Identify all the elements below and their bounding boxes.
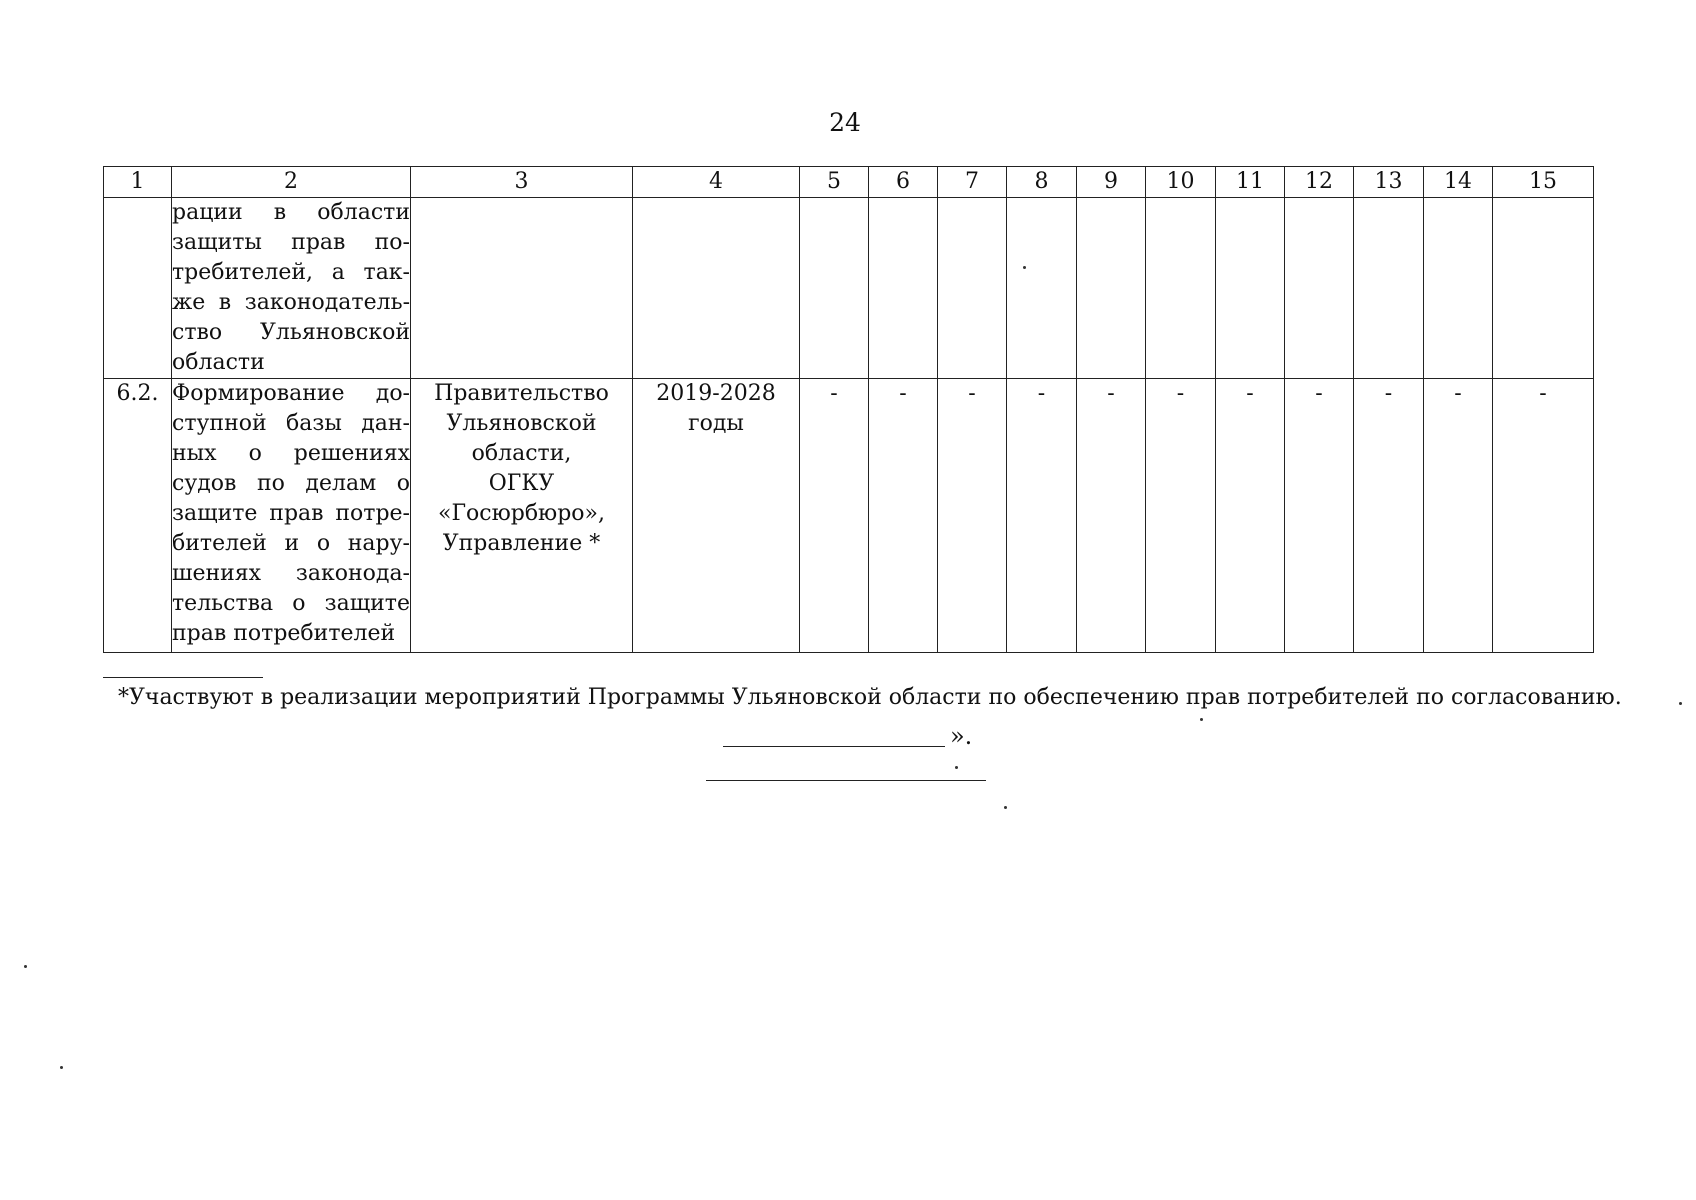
closing-rule-lower: [706, 780, 986, 781]
value-cell: [869, 198, 938, 379]
description-line: ство Ульяновской: [172, 320, 410, 345]
table-row: [104, 379, 1594, 653]
value-cell: -: [938, 379, 1007, 653]
description-line: Формирование до-: [172, 381, 410, 406]
scan-speck: [1004, 806, 1007, 809]
page-number: 24: [829, 108, 861, 137]
description-line: области: [172, 350, 265, 375]
program-table: [103, 166, 1594, 653]
column-header: 10: [1146, 167, 1216, 198]
scan-speck: [24, 965, 27, 968]
scan-speck: [60, 1066, 63, 1069]
value-cell: [800, 198, 869, 379]
footnote-text: *Участвуют в реализации мероприятий Программы Ульяновской области по обеспечению прав потребителей по согласованию.: [118, 685, 1622, 710]
row-number: 6.2.: [104, 379, 172, 653]
executor-line: Ульяновской: [446, 411, 597, 436]
measure-description: [172, 198, 411, 379]
description-line: ных о решениях: [172, 441, 410, 466]
scan-speck: [1023, 266, 1026, 269]
value-cell: [1216, 198, 1285, 379]
value-cell: -: [1285, 379, 1354, 653]
description-line: защите прав потре-: [172, 501, 410, 526]
description-line: судов по делам о: [172, 471, 410, 496]
table-header-row: [104, 167, 1594, 198]
value-cell: [1493, 198, 1594, 379]
description-line: ступной базы дан-: [172, 411, 410, 436]
footnote-separator: [103, 677, 263, 678]
description-line: шениях законода-: [172, 561, 410, 586]
value-cell: -: [1493, 379, 1594, 653]
executor-line: области,: [471, 441, 572, 466]
column-header: 13: [1354, 167, 1424, 198]
value-cell: [1424, 198, 1493, 379]
column-header: 3: [411, 167, 633, 198]
value-cell: -: [1354, 379, 1424, 653]
period-cell: [633, 198, 800, 379]
executor-cell: [411, 198, 633, 379]
column-header: 6: [869, 167, 938, 198]
closing-quote: ».: [950, 722, 973, 750]
period-line: 2019-2028: [656, 381, 776, 406]
description-line: тельства о защите: [172, 591, 410, 616]
executor-line: «Госюрбюро»,: [437, 501, 605, 526]
executor-line: Правительство: [434, 381, 609, 406]
description-line: защиты прав по-: [172, 230, 410, 255]
value-cell: [938, 198, 1007, 379]
description-line: прав потребителей: [172, 621, 396, 646]
column-header: 9: [1077, 167, 1146, 198]
value-cell: [1354, 198, 1424, 379]
column-header: 7: [938, 167, 1007, 198]
column-header: 14: [1424, 167, 1493, 198]
column-header: 8: [1007, 167, 1077, 198]
value-cell: -: [1424, 379, 1493, 653]
scan-speck: [1200, 718, 1203, 721]
description-line: же в законодатель-: [172, 290, 410, 315]
description-line: требителей, а так-: [172, 260, 410, 285]
value-cell: -: [1077, 379, 1146, 653]
executor-line: Управление *: [442, 531, 601, 556]
value-cell: [1077, 198, 1146, 379]
value-cell: -: [1146, 379, 1216, 653]
value-cell: -: [869, 379, 938, 653]
value-cell: [1146, 198, 1216, 379]
scan-speck: [1679, 702, 1682, 705]
table-row: [104, 198, 1594, 379]
value-cell: [1007, 198, 1077, 379]
column-header: 2: [172, 167, 411, 198]
value-cell: [1285, 198, 1354, 379]
column-header: 5: [800, 167, 869, 198]
column-header: 1: [104, 167, 172, 198]
column-header: 15: [1493, 167, 1594, 198]
period-cell: [633, 379, 800, 653]
description-line: рации в области: [172, 200, 410, 225]
row-number: [104, 198, 172, 379]
scan-speck: [955, 766, 958, 769]
measure-description: [172, 379, 411, 653]
value-cell: -: [1007, 379, 1077, 653]
column-header: 12: [1285, 167, 1354, 198]
column-header: 11: [1216, 167, 1285, 198]
value-cell: -: [1216, 379, 1285, 653]
closing-rule-upper: [723, 746, 945, 747]
period-line: годы: [688, 411, 744, 436]
executor-line: ОГКУ: [488, 471, 555, 496]
description-line: бителей и о нару-: [172, 531, 410, 556]
executor-cell: [411, 379, 633, 653]
value-cell: -: [800, 379, 869, 653]
column-header: 4: [633, 167, 800, 198]
